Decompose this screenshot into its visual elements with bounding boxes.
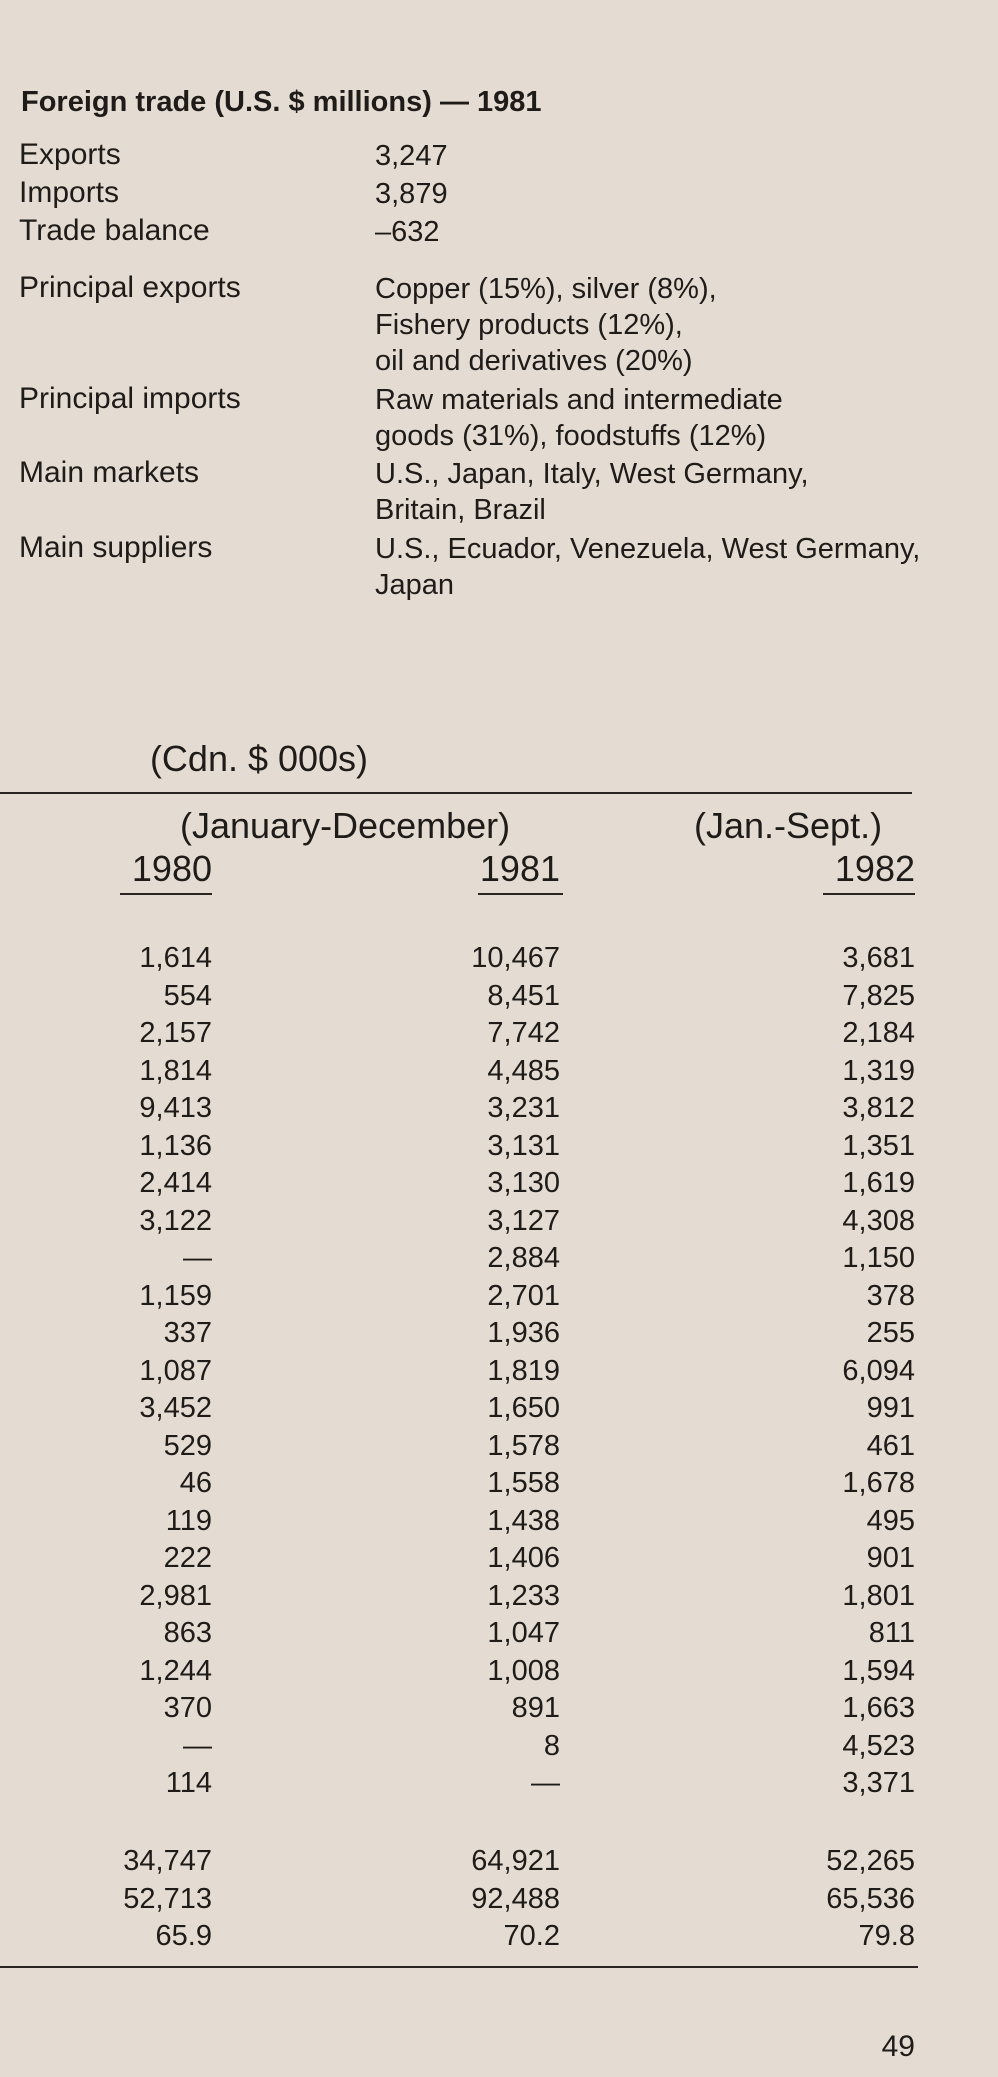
table-cell: 1,558 [487,1467,560,1499]
table-cell: 529 [163,1429,212,1462]
year-1981: 1981 [479,848,560,889]
table-cell: 1,351 [842,1129,915,1162]
table-cell: — [183,1729,212,1762]
table-cell: 34,747 [123,1845,212,1877]
table-cell: — [531,1767,560,1799]
table-cell: 2,701 [487,1279,560,1312]
table-cell: 8,451 [487,979,560,1012]
foreign-trade-value-line: U.S., Japan, Italy, West Germany, [375,458,809,490]
table-cell: 3,231 [487,1092,560,1124]
table-cell: 64,921 [471,1845,560,1877]
table-cell: 1,619 [842,1167,915,1199]
table-cell: 222 [163,1542,212,1574]
table-cell: 3,452 [139,1392,212,1424]
table-cell: 52,713 [123,1882,212,1915]
table-cell: 3,130 [487,1167,560,1199]
foreign-trade-value-line: Britain, Brazil [375,494,546,526]
foreign-trade-label: Main suppliers [19,531,213,564]
table-cell: 3,127 [487,1204,560,1237]
table-cell: 1,008 [487,1654,560,1687]
foreign-trade-value-line: oil and derivatives (20%) [375,345,693,377]
table-cell: 337 [163,1317,212,1349]
table-cell: 1,650 [487,1392,560,1424]
table-cell: 114 [165,1767,212,1799]
year-1981-underline [478,893,563,895]
foreign-trade-label: Principal imports [19,382,241,415]
year-1980-underline [120,893,212,895]
foreign-trade-value [375,271,717,379]
table-cell: 52,265 [826,1845,915,1877]
table-cell: 10,467 [471,942,560,974]
table-cell: 92,488 [471,1882,560,1915]
table-cell: 2,981 [139,1579,212,1612]
table-cell: 1,801 [842,1579,915,1612]
table-cell: 3,131 [487,1129,560,1162]
table-cell: 1,819 [487,1354,560,1387]
foreign-trade-label: Main markets [19,456,200,489]
table-cell: 1,578 [487,1429,560,1462]
table-cell: 495 [866,1504,915,1537]
foreign-trade-value-line: U.S., Ecuador, Venezuela, West Germany, [375,533,921,565]
table-cell: 119 [165,1504,212,1537]
foreign-trade-value [375,531,920,603]
table-cell: 3,371 [842,1767,915,1799]
table-cell: 863 [163,1617,212,1649]
table-cell: 3,681 [842,942,915,974]
table-cell: 2,884 [487,1242,560,1274]
year-1982-underline [823,893,915,895]
page-number: 49 [881,2030,915,2063]
table-cell: 1,150 [842,1242,915,1274]
table-cell: 255 [866,1317,915,1349]
table-cell: 2,414 [139,1167,212,1199]
table-cell: 1,406 [487,1542,560,1574]
year-1980: 1980 [131,848,212,889]
table-cell: 1,159 [139,1279,212,1312]
table-cell: 65,536 [826,1882,915,1915]
foreign-trade-value-line: Raw materials and intermediate [375,384,783,416]
table-cell: 1,047 [487,1617,560,1649]
currency-heading: (Cdn. $ 000s) [149,738,369,779]
foreign-trade-value [375,456,809,528]
table-cell: 1,594 [842,1654,915,1687]
table-cell: 8 [543,1729,560,1762]
table-cell: 461 [866,1429,915,1462]
table-cell: 9,413 [139,1092,212,1124]
table-cell: 891 [511,1692,560,1724]
table-cell: 901 [866,1542,915,1574]
foreign-trade-label: Trade balance [19,214,210,247]
table-cell: 1,087 [139,1354,212,1387]
foreign-trade-value-line: Copper (15%), silver (8%), [375,273,717,305]
table-cell: 811 [868,1617,915,1649]
table-cell: 2,157 [139,1017,212,1049]
foreign-trade-title: Foreign trade (U.S. $ millions) — 1981 [21,86,542,118]
table-cell: 6,094 [842,1354,915,1387]
table-cell: 4,523 [842,1729,915,1762]
foreign-trade-label: Exports [19,138,121,171]
table-cell: 1,936 [487,1317,560,1349]
bottom-rule [0,1966,918,1968]
foreign-trade-label: Imports [19,176,120,209]
foreign-trade-label: Principal exports [19,271,241,304]
table-cell: 65.9 [155,1920,212,1952]
foreign-trade-value [375,176,448,212]
table-cell: 3,122 [139,1204,212,1237]
top-rule [0,792,912,794]
table-cell: 1,233 [487,1579,560,1612]
table-cell: 46 [179,1467,212,1499]
table-cell: 370 [163,1692,212,1724]
table-cell: 7,825 [842,979,915,1012]
foreign-trade-value-line: Japan [375,569,455,601]
foreign-trade-value [375,138,448,174]
table-cell: 1,438 [487,1504,560,1537]
table-cell: 1,244 [139,1654,212,1687]
foreign-trade-value-line: goods (31%), foodstuffs (12%) [375,420,767,452]
table-cell: 4,485 [487,1054,560,1087]
year-1982: 1982 [834,848,915,889]
foreign-trade-value-line: 3,247 [375,140,448,172]
bleed-through-text [610,80,618,111]
table-cell: 1,614 [139,942,212,974]
foreign-trade-value-line: 3,879 [375,178,448,210]
table-cell: 1,136 [139,1129,212,1162]
table-cell: 1,814 [139,1054,212,1087]
table-cell: 1,663 [842,1692,915,1724]
table-cell: 378 [866,1279,915,1312]
foreign-trade-value-line: Fishery products (12%), [375,309,683,341]
period-jan-dec: (January-December) [180,805,511,846]
table-cell: 1,319 [842,1054,915,1087]
table-cell: 2,184 [842,1017,915,1049]
foreign-trade-value [375,382,783,454]
table-cell: 3,812 [842,1092,915,1124]
table-cell: 70.2 [503,1920,560,1952]
table-cell: 1,678 [842,1467,915,1499]
table-cell: 4,308 [842,1204,915,1237]
table-cell: 991 [866,1392,915,1424]
table-cell: 79.8 [858,1920,915,1952]
foreign-trade-value [375,214,440,250]
period-jan-sept: (Jan.-Sept.) [694,805,883,846]
table-cell: 7,742 [487,1017,560,1049]
table-cell: — [183,1242,212,1274]
foreign-trade-value-line: –632 [375,216,440,248]
table-cell: 554 [163,979,212,1012]
